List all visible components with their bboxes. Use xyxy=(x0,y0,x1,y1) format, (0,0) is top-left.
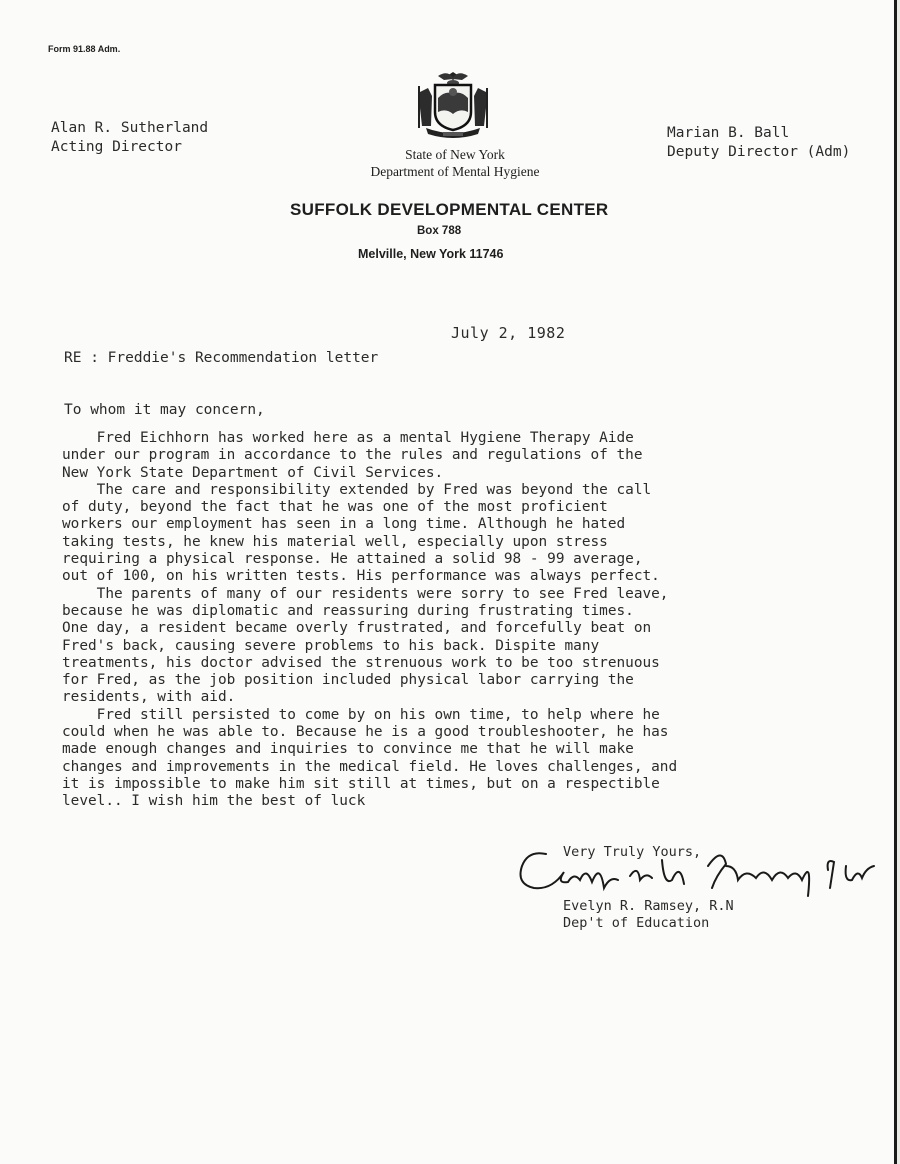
body-line: One day, a resident became overly frustrated, and forcefully beat on xyxy=(62,620,652,637)
body-line: because he was diplomatic and reassuring during frustrating times. xyxy=(62,602,634,619)
signatory-block xyxy=(563,898,734,932)
form-number: Form 91.88 Adm. xyxy=(48,44,121,54)
state-seal-icon xyxy=(414,68,492,147)
body-line: it is impossible to make him sit still at times, but on a respectible xyxy=(62,775,660,792)
closing: Very Truly Yours, xyxy=(563,844,702,860)
left-header xyxy=(51,119,208,157)
body-line: Fred's back, causing severe problems to his back. Dispite many xyxy=(62,637,600,654)
body-line: The parents of many of our residents were sorry to see Fred leave, xyxy=(62,585,669,602)
letter-body xyxy=(62,430,677,811)
body-line: could when he was able to. Because he is a good troubleshooter, he has xyxy=(62,724,669,741)
body-line: for Fred, as the job position included physical labor carrying the xyxy=(62,672,634,689)
deputy-director-title: Deputy Director (Adm) xyxy=(667,144,851,160)
body-line: The care and responsibility extended by Fred was beyond the call xyxy=(62,481,652,498)
body-line: taking tests, he knew his material well, especially upon stress xyxy=(62,533,608,550)
signatory-title: Dep't of Education xyxy=(563,915,710,931)
body-line: changes and improvements in the medical field. He loves challenges, and xyxy=(62,758,678,775)
po-box: Box 788 xyxy=(417,225,462,237)
body-line: workers our employment has seen in a long time. Although he hated xyxy=(62,516,626,533)
body-line: Fred Eichhorn has worked here as a mental Hygiene Therapy Aide xyxy=(62,430,634,446)
acting-director-title: Acting Director xyxy=(51,139,182,155)
city-address: Melville, New York 11746 xyxy=(358,247,504,261)
body-line: treatments, his doctor advised the strenuous work to be too strenuous xyxy=(62,654,660,671)
body-line: of duty, beyond the fact that he was one of the most proficient xyxy=(62,499,608,516)
signatory-name: Evelyn R. Ramsey, R.N xyxy=(563,898,734,914)
center-name: SUFFOLK DEVELOPMENTAL CENTER xyxy=(290,200,609,219)
body-line: New York State Department of Civil Services. xyxy=(62,464,444,481)
department-name: Department of Mental Hygiene xyxy=(370,164,540,179)
salutation: To whom it may concern, xyxy=(64,402,265,418)
body-line: out of 100, on his written tests. His performance was always perfect. xyxy=(62,568,660,585)
state-name: State of New York xyxy=(405,147,505,162)
deputy-director-name: Marian B. Ball xyxy=(667,125,790,141)
re-line: RE : Freddie's Recommendation letter xyxy=(64,350,379,366)
body-line: residents, with aid. xyxy=(62,689,236,706)
right-header xyxy=(667,124,850,162)
body-line: made enough changes and inquiries to convince me that he will make xyxy=(62,741,634,758)
letterhead-state xyxy=(340,146,570,180)
body-line: Fred still persisted to come by on his own time, to help where he xyxy=(62,706,660,723)
letter-date: July 2, 1982 xyxy=(451,324,566,342)
body-line: under our program in accordance to the rules and regulations of the xyxy=(62,447,643,464)
acting-director-name: Alan R. Sutherland xyxy=(51,120,209,136)
body-line: level.. I wish him the best of luck xyxy=(62,793,366,810)
body-line: requiring a physical response. He attained a solid 98 - 99 average, xyxy=(62,551,643,568)
